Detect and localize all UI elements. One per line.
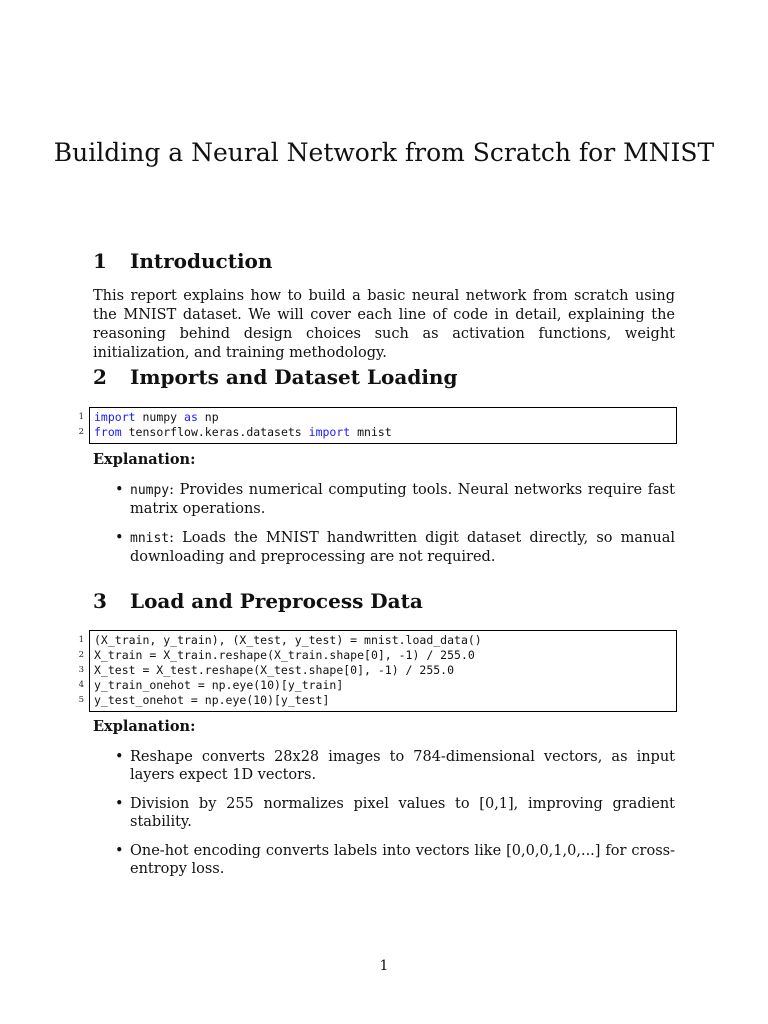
section-title: Imports and Dataset Loading [130, 365, 458, 389]
code-line [78, 633, 676, 648]
bullet-icon: • [115, 796, 124, 812]
item-text: Division by 255 normalizes pixel values to [0,1], improving gradient stability. [130, 796, 675, 830]
code-text: (X_train, y_train), (X_test, y_test) = mnist.load_data() [94, 633, 482, 647]
explanation-list-preprocess [115, 748, 675, 889]
document-title: Building a Neural Network from Scratch for MNIST [53, 138, 715, 167]
code-keyword: import [94, 410, 136, 424]
section-heading-preprocess [93, 589, 423, 613]
section-title: Load and Preprocess Data [130, 589, 423, 613]
line-number: 2 [78, 650, 84, 660]
code-line [78, 648, 676, 663]
list-item [115, 795, 675, 831]
list-item [115, 842, 675, 878]
code-text: tensorflow.keras.datasets [121, 425, 309, 439]
code-keyword: as [184, 410, 198, 424]
code-line [78, 693, 676, 708]
bullet-icon: • [115, 530, 124, 546]
line-number: 4 [78, 680, 84, 690]
item-text: Reshape converts 28x28 images to 784-dimensional vectors, as input layers expect 1D vectors. [130, 749, 675, 783]
item-text: One-hot encoding converts labels into vectors like [0,0,0,1,0,...] for cross-entropy loss. [130, 843, 675, 877]
code-text: y_train_onehot = np.eye(10)[y_train] [94, 678, 344, 692]
intro-paragraph: This report explains how to build a basic neural network from scratch using the MNIST dataset. We will cover each line of code in detail, explaining the reasoning behind design choices such as activation functions, weight initialization, and training methodology. [93, 288, 675, 361]
code-text: mnist [350, 425, 392, 439]
code-term: numpy [130, 483, 170, 498]
line-number: 1 [78, 635, 84, 645]
code-block-preprocess [78, 630, 677, 712]
code-line [78, 425, 676, 440]
bullet-icon: • [115, 749, 124, 765]
item-text: : Loads the MNIST handwritten digit dataset directly, so manual downloading and preprocessing are not required. [130, 530, 675, 565]
section-title: Introduction [130, 249, 273, 273]
list-item [115, 481, 675, 518]
explanation-list-imports [115, 481, 675, 577]
code-line [78, 663, 676, 678]
section-number: 2 [93, 365, 107, 389]
list-item [115, 529, 675, 566]
code-block-imports [78, 407, 677, 444]
bullet-icon: • [115, 843, 124, 859]
code-text: np [197, 410, 219, 424]
explanation-label: Explanation: [93, 451, 196, 468]
code-text: X_test = X_test.reshape(X_test.shape[0], -1) / 255.0 [94, 663, 455, 677]
list-item [115, 748, 675, 784]
line-number: 1 [78, 412, 84, 422]
line-number: 3 [78, 665, 84, 675]
code-keyword: from [94, 425, 122, 439]
page-number: 1 [379, 958, 389, 974]
item-text: : Provides numerical computing tools. Neural networks require fast matrix operations. [130, 482, 675, 517]
code-term: mnist [130, 531, 170, 546]
code-keyword: import [308, 425, 351, 439]
line-number: 5 [78, 695, 84, 705]
section-number: 1 [93, 249, 107, 273]
section-heading-imports [93, 365, 457, 389]
section-heading-introduction [93, 249, 272, 273]
code-text: X_train = X_train.reshape(X_train.shape[0], -1) / 255.0 [94, 648, 475, 662]
line-number: 2 [78, 427, 84, 437]
code-line [78, 678, 676, 693]
code-line [78, 410, 676, 425]
bullet-icon: • [115, 482, 124, 498]
section-number: 3 [93, 589, 107, 613]
explanation-label: Explanation: [93, 718, 196, 735]
code-text: y_test_onehot = np.eye(10)[y_test] [94, 693, 330, 707]
code-text: numpy [135, 410, 185, 424]
